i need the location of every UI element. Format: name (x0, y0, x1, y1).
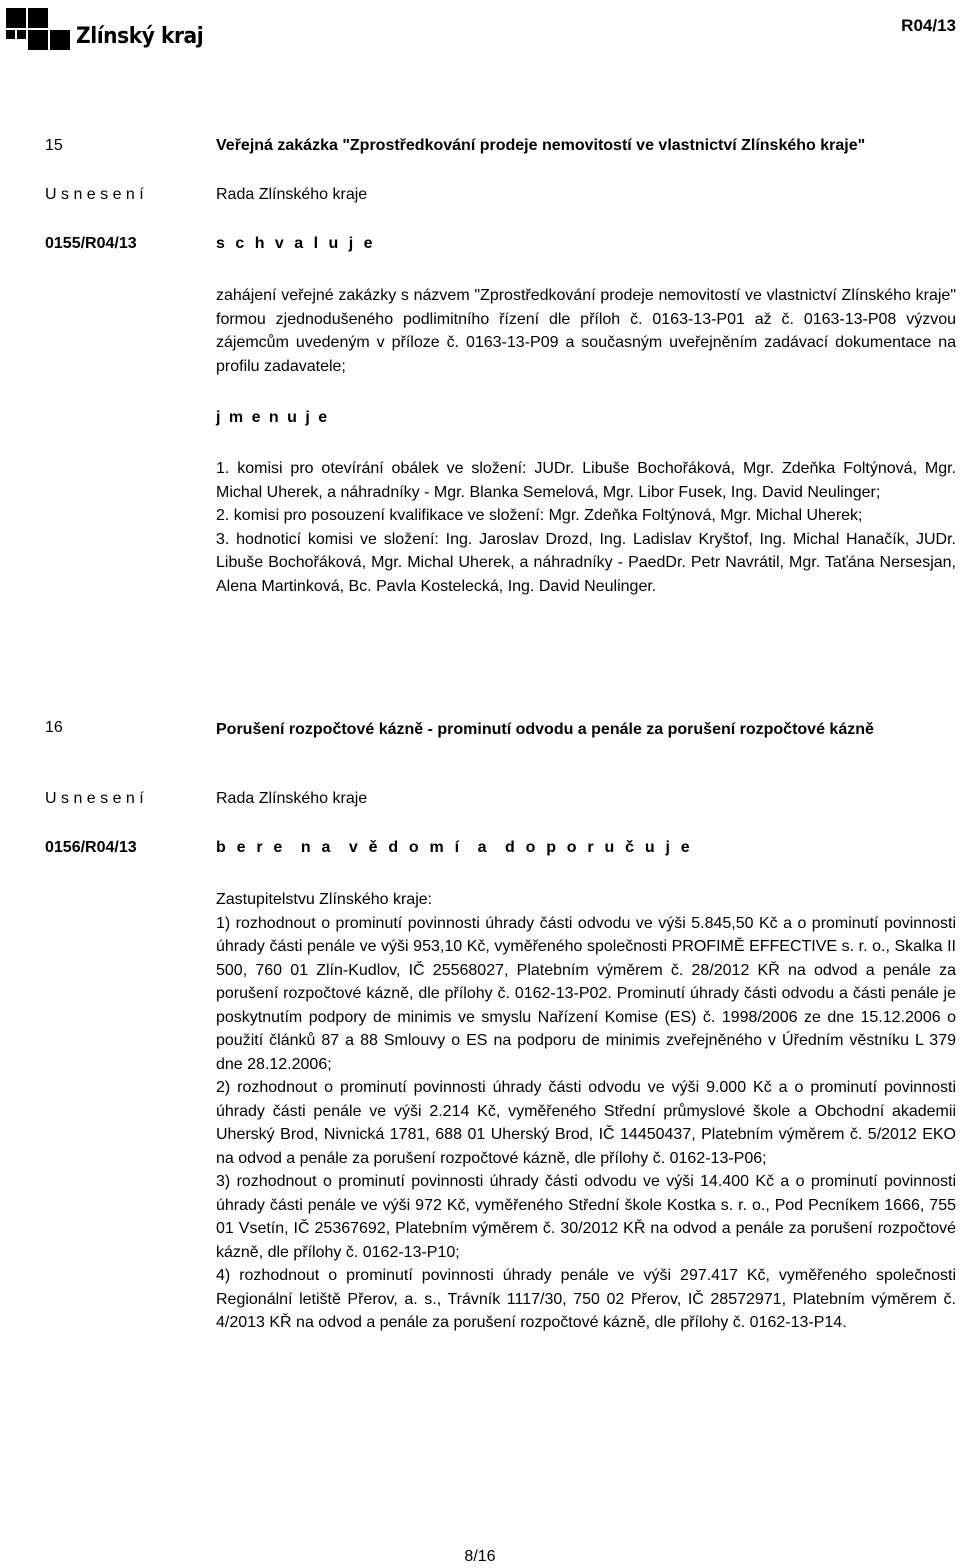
document-code: R04/13 (901, 16, 956, 35)
zlinsky-kraj-logo (6, 8, 204, 50)
commission-list (216, 457, 956, 598)
resolution-number: 0155/R04/13 (45, 235, 137, 252)
resolution-text (216, 284, 956, 378)
item-title: Porušení rozpočtové kázně - prominutí odvodu a penále za porušení rozpočtové kázně (216, 721, 874, 738)
item-title: Veřejná zakázka "Zprostředkování prodeje nemovitostí ve vlastnictví Zlínského kraje" (216, 137, 866, 154)
recommendation-intro: Zastupitelstvu Zlínského kraje: (216, 891, 433, 908)
page-number: 8/16 (464, 1548, 496, 1565)
appoint-verb: j m e n u j e (216, 409, 330, 426)
issuing-body: Rada Zlínského kraje (216, 790, 368, 807)
list-item: 1. komisi pro otevírání obálek ve složení: JUDr. Libuše Bochořáková, Mgr. Zdeňka Foltýnová, Mgr. Michal Uherek, a náhradníky - Mgr. Blanka Semelová, Mgr. Libor Fusek, Ing. David Neulinger; (216, 460, 956, 501)
resolution-verb: s c h v a l u j e (216, 235, 376, 252)
logo-squares-icon (6, 8, 68, 50)
resolution-verb: b e r e n a v ě d o m í a d o p o r u č u j e (216, 839, 693, 856)
logo-text: Zlínský kraj (76, 24, 204, 49)
list-item: 3) rozhodnout o prominutí povinnosti úhrady části odvodu ve výši 14.400 Kč a o prominutí povinnosti úhrady části penále ve výši 972 Kč, vyměřeného Střední škole Kostka s. r. o., Pod Pecníkem 1666, 755 01 Vsetín, IČ 25367692, Platebním výměrem č. 30/2012 KŘ na odvod a penále za porušení rozpočtové kázně, dle přílohy č. 0162-13-P10; (216, 1173, 956, 1261)
recommendation-text (216, 888, 956, 1335)
list-item: 2. komisi pro posouzení kvalifikace ve složení: Mgr. Zdeňka Foltýnová, Mgr. Michal Uherek; (216, 507, 863, 524)
list-item: 1) rozhodnout o prominutí povinnosti úhrady části odvodu ve výši 5.845,50 Kč a o prominutí povinnosti úhrady části penále ve výši 953,10 Kč, vyměřeného společnosti PROFIMĚ EFFECTIVE s. r. o., Skalka II 500, 760 01 Zlín-Kudlov, IČ 25568027, Platebním výměrem č. 28/2012 KŘ na odvod a penále za porušení rozpočtové kázně, dle přílohy č. 0162-13-P02. Prominutí úhrady části odvodu a části penále je poskytnutím podpory de minimis ve smyslu Nařízení Komise (ES) č. 1998/2006 ze dne 15.12.2006 o použití článků 87 a 88 Smlouvy o ES na podporu de minimis zveřejněného v Úředním věstníku L 379 dne 28.12.2006; (216, 914, 956, 1073)
usneseni-label: U s n e s e n í (45, 790, 144, 807)
list-item: 3. hodnoticí komisi ve složení: Ing. Jaroslav Drozd, Ing. Ladislav Kryštof, Ing. Michal Hanačík, JUDr. Libuše Bochořáková, Mgr. Michal Uherek, a náhradníky - PaedDr. Petr Navrátil, Mgr. Taťána Nersesjan, Alena Martinková, Bc. Pavla Kostelecká, Ing. David Neulinger. (216, 530, 956, 595)
resolution-number: 0156/R04/13 (45, 839, 137, 856)
list-item: 4) rozhodnout o prominutí povinnosti úhrady penále ve výši 297.417 Kč, vyměřeného společnosti Regionální letiště Přerov, a. s., Trávník 1117/30, 750 02 Přerov, IČ 28572971, Platebním výměrem č. 4/2013 KŘ na odvod a penále za porušení rozpočtové kázně, dle přílohy č. 0162-13-P14. (216, 1267, 956, 1331)
approval-paragraph: zahájení veřejné zakázky s názvem "Zprostředkování prodeje nemovitostí ve vlastnictví Zlínského kraje" formou zjednodušeného podlimitního řízení dle příloh č. 0163-13-P01 až č. 0163-13-P08 výzvou zájemcům uvedeným v příloze č. 0163-13-P09 a současným uveřejněním zadávací dokumentace na profilu zadavatele; (216, 287, 956, 375)
item-number: 15 (45, 137, 63, 154)
item-number: 16 (45, 719, 63, 736)
issuing-body: Rada Zlínského kraje (216, 186, 368, 203)
list-item: 2) rozhodnout o prominutí povinnosti úhrady části odvodu ve výši 9.000 Kč a o prominutí povinnosti úhrady části penále ve výši 2.214 Kč, vyměřeného Střední průmyslové škole a Obchodní akademii Uherský Brod, Nivnická 1781, 688 01 Uherský Brod, IČ 14450437, Platebním výměrem č. 5/2012 EKO na odvod a penále za porušení rozpočtové kázně, dle přílohy č. 0162-13-P06; (216, 1079, 956, 1167)
usneseni-label: U s n e s e n í (45, 186, 144, 203)
